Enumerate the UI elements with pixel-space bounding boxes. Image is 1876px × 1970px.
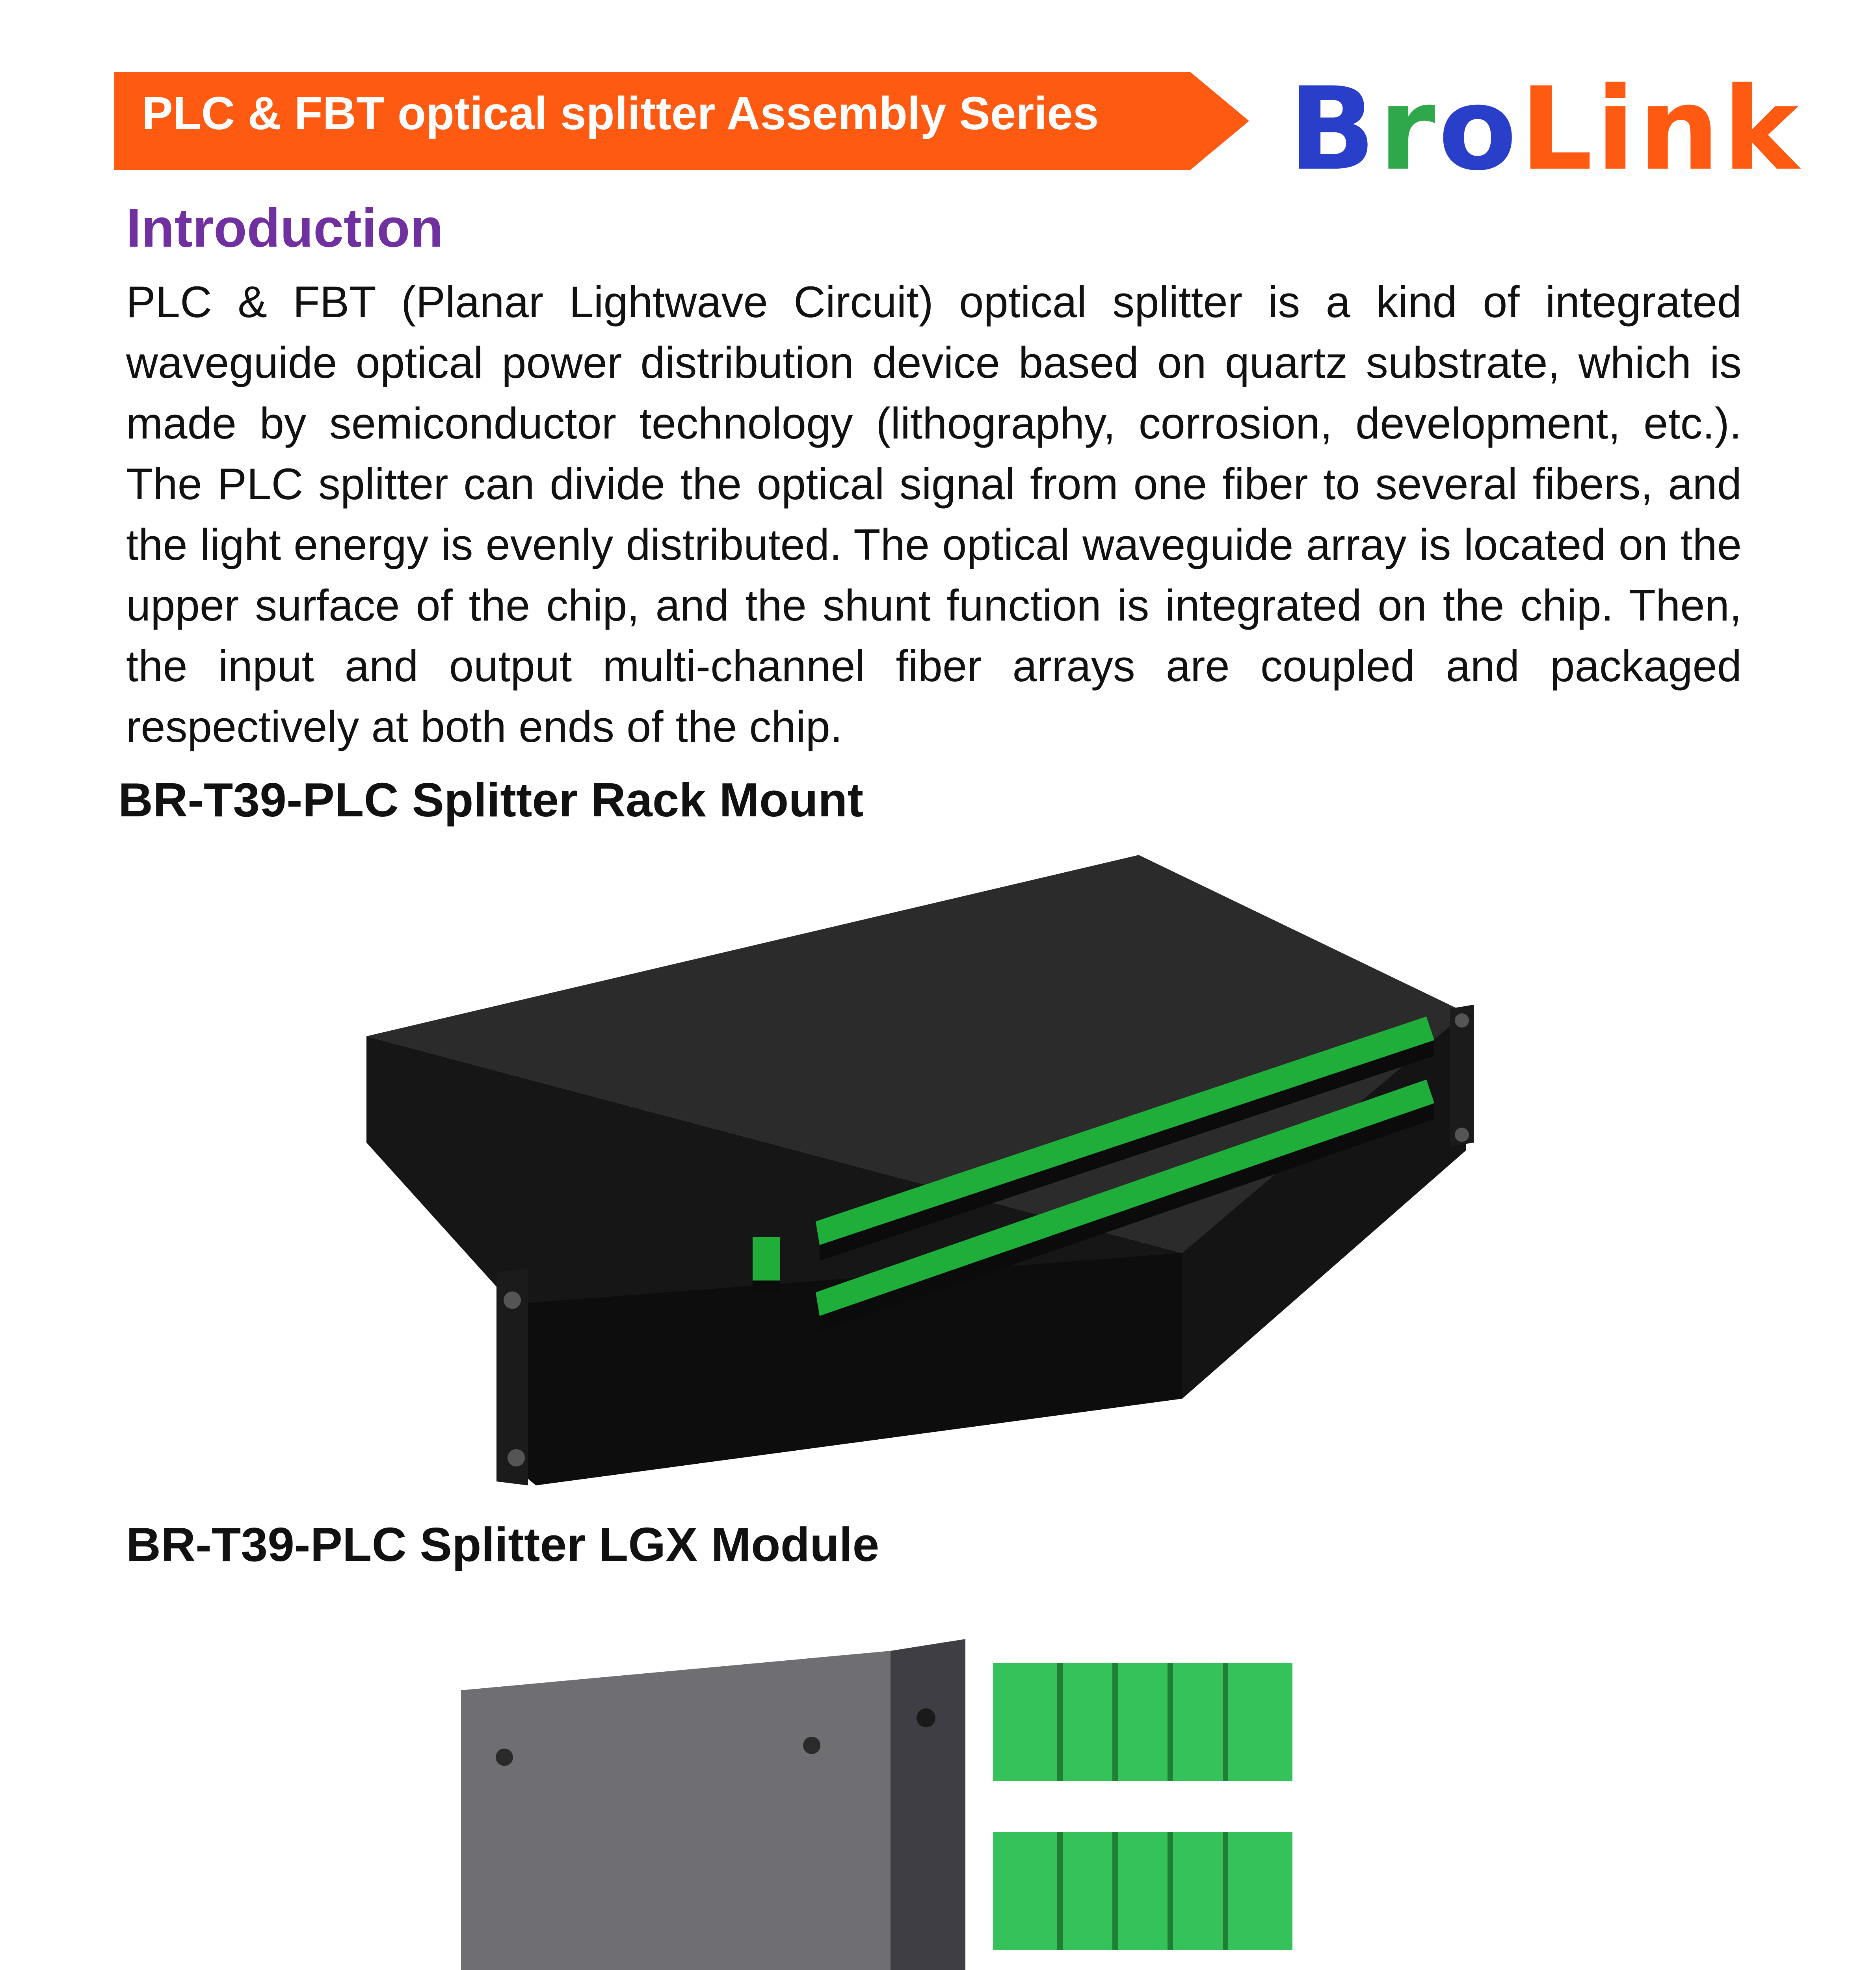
intro-heading: Introduction: [126, 198, 443, 258]
rack-mount-title: BR-T39-PLC Splitter Rack Mount: [118, 773, 864, 827]
header-title: PLC & FBT optical splitter Assembly Series: [142, 87, 1099, 139]
rack-mount-image: [331, 843, 1486, 1485]
brand-logo: [1288, 63, 1802, 196]
lgx-module-title: BR-T39-PLC Splitter LGX Module: [126, 1518, 879, 1571]
lgx-module-image: [445, 1635, 1387, 1970]
intro-paragraph: PLC & FBT (Planar Lightwave Circuit) optical splitter is a kind of integrated waveguide optical power distribution device based on quartz substrate, which is made by semiconductor technology (lithography, corrosion, development, etc.). The PLC splitter can divide the optical signal from one fiber to several fibers, and the light energy is evenly distributed. The optical waveguide array is located on the upper surface of the chip, and the shunt function is integrated on the chip. Then, the input and output multi-channel fiber arrays are coupled and packaged respectively at both ends of the chip.: [126, 277, 1742, 751]
brand-logo-text: BroLink: [1288, 63, 1802, 196]
